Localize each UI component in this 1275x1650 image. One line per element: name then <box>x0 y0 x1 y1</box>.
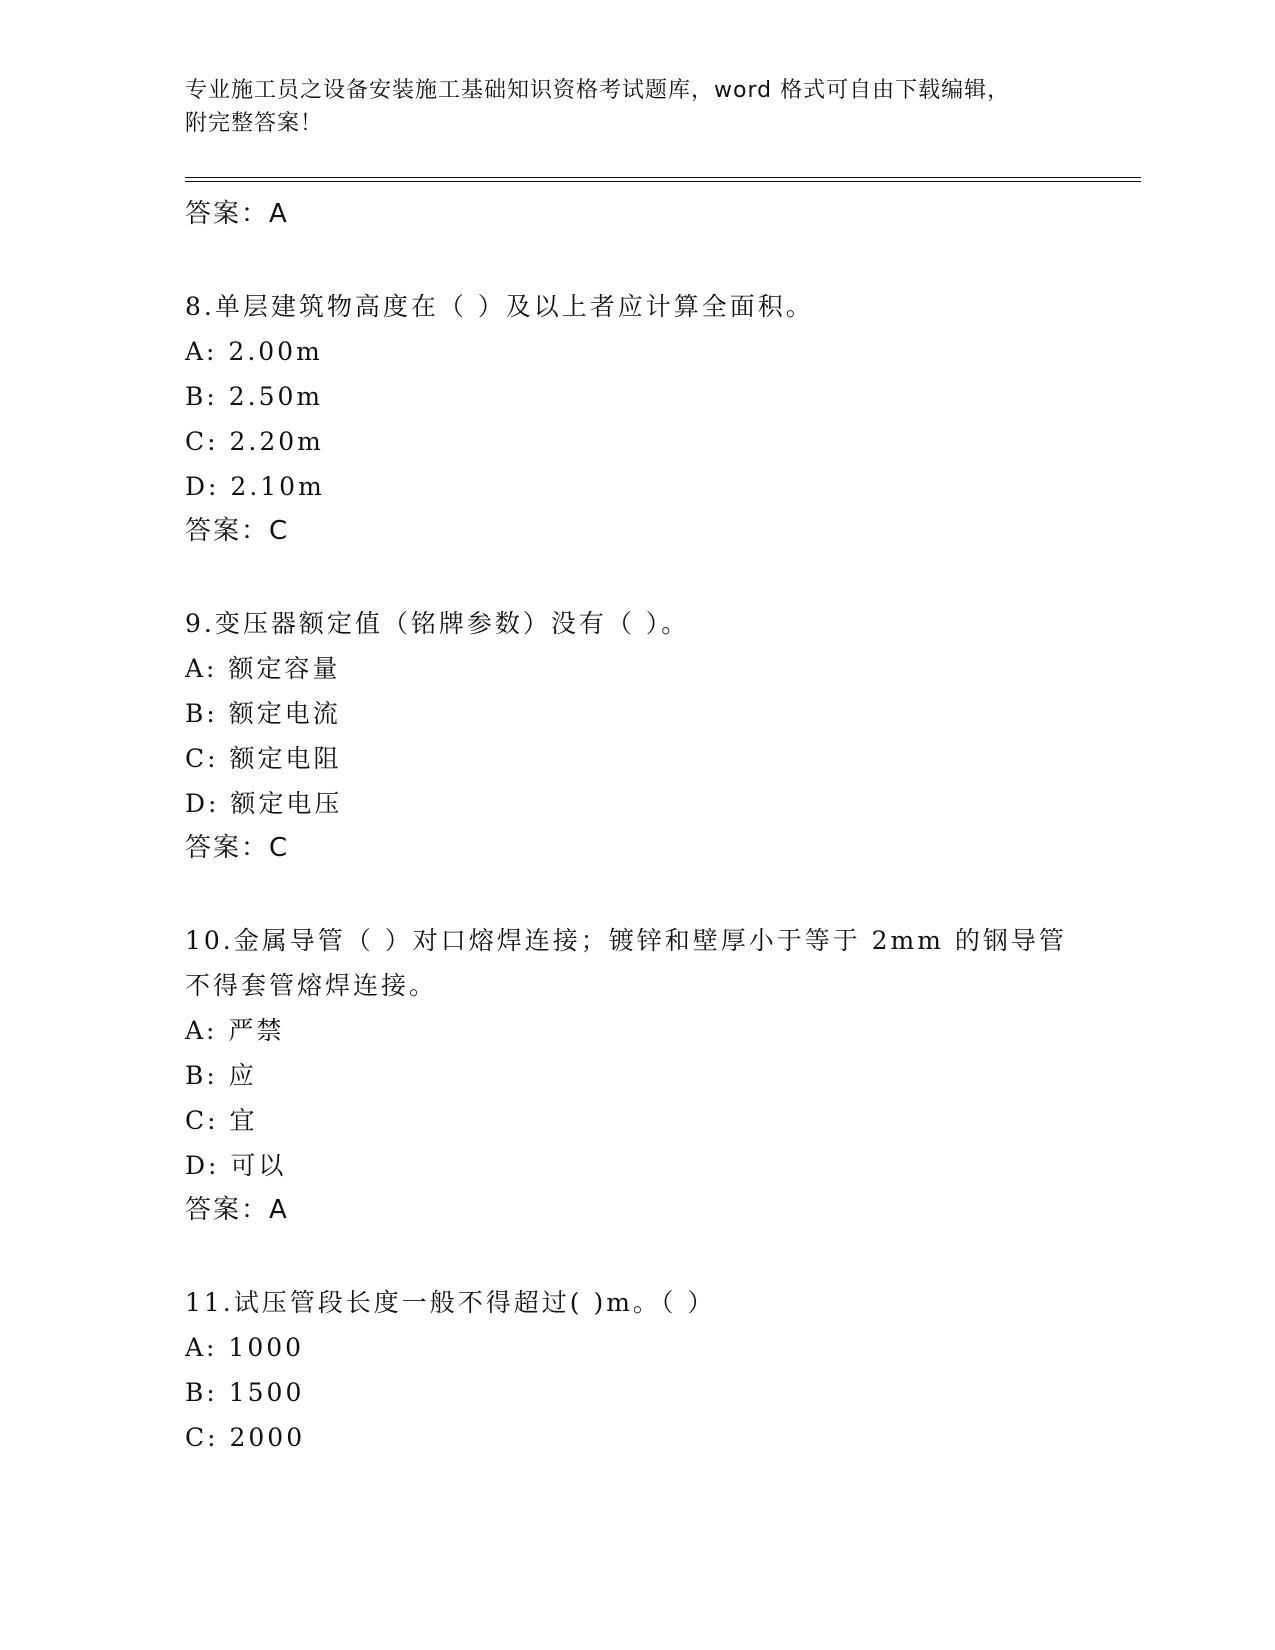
option-d: D: 额定电压 <box>185 789 343 818</box>
question-title-line-1: 10.金属导管（ ）对口熔焊连接；镀锌和壁厚小于等于 2mm 的钢导管 <box>185 926 1067 955</box>
option-c: C: 额定电阻 <box>185 744 342 773</box>
question-9 <box>185 601 1085 871</box>
header-divider-top <box>185 177 1141 178</box>
header-line-1: 专业施工员之设备安装施工基础知识资格考试题库，word 格式可自由下载编辑， <box>185 78 1011 103</box>
option-a: A: 严禁 <box>185 1016 285 1045</box>
option-c: C: 2000 <box>185 1423 306 1452</box>
option-b: B: 1500 <box>185 1378 305 1407</box>
option-c: C: 宜 <box>185 1106 258 1135</box>
option-d: D: 可以 <box>185 1151 287 1180</box>
option-a: A: 额定容量 <box>185 654 341 683</box>
spacer <box>185 871 1085 918</box>
option-b: B: 2.50m <box>185 382 324 411</box>
question-answer: 答案：A <box>185 1195 289 1225</box>
question-title: 11.试压管段长度一般不得超过( )m。（ ） <box>185 1288 716 1317</box>
question-11 <box>185 1280 1085 1460</box>
spacer <box>185 1233 1085 1280</box>
question-list <box>185 192 1085 1460</box>
option-c: C: 2.20m <box>185 427 324 456</box>
option-d: D: 2.10m <box>185 472 325 501</box>
spacer <box>185 554 1085 601</box>
spacer <box>185 237 1085 284</box>
header-line-2: 附完整答案！ <box>185 111 324 136</box>
document-header <box>185 74 1085 140</box>
header-divider-bottom <box>185 181 1141 182</box>
option-b: B: 额定电流 <box>185 699 341 728</box>
question-answer: 答案：C <box>185 833 290 863</box>
question-title-line-2: 不得套管熔焊连接。 <box>185 971 438 1000</box>
previous-answer: 答案：A <box>185 199 289 229</box>
question-answer: 答案：C <box>185 516 290 546</box>
question-10 <box>185 918 1085 1233</box>
option-a: A: 1000 <box>185 1333 305 1362</box>
option-a: A: 2.00m <box>185 337 323 366</box>
question-title: 9.变压器额定值（铭牌参数）没有（ ）。 <box>185 609 690 638</box>
question-title: 8.单层建筑物高度在（ ）及以上者应计算全面积。 <box>185 292 814 321</box>
question-8 <box>185 284 1085 554</box>
option-b: B: 应 <box>185 1061 257 1090</box>
